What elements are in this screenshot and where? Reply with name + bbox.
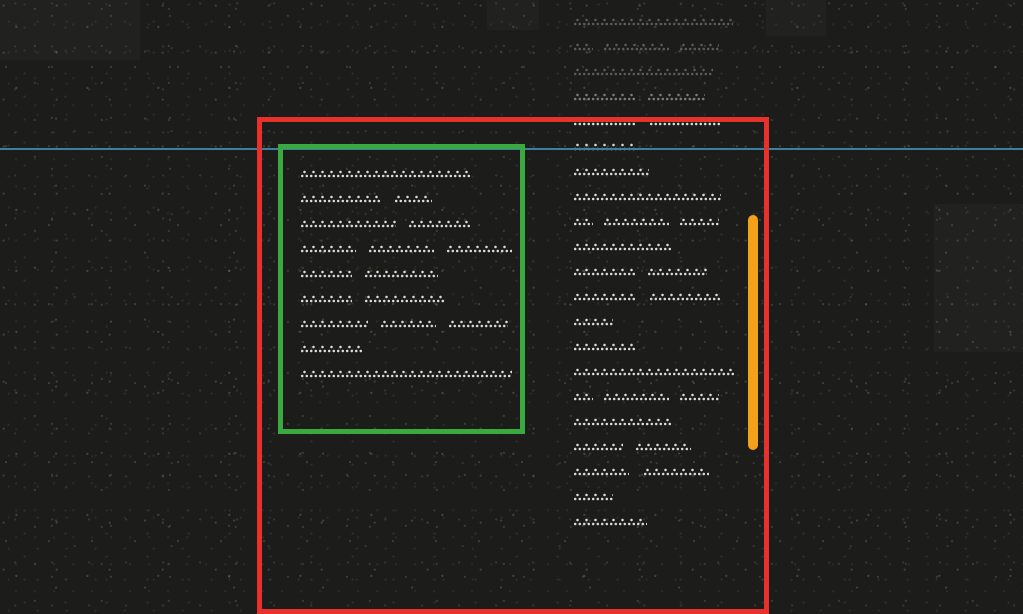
redacted-word [647,91,705,102]
text-gap [368,320,380,331]
redacted-word [448,318,508,329]
redacted-word [368,243,434,254]
text-gap [434,245,446,256]
redacted-text-line [300,318,512,329]
redacted-word [300,268,352,279]
redacted-text-left [300,168,512,393]
redacted-word [364,293,444,304]
redacted-word [573,16,733,27]
text-gap [436,320,448,331]
redacted-text-line [300,293,512,304]
redacted-word [300,318,368,329]
redacted-text-line [300,193,512,204]
redacted-word [300,168,472,179]
redacted-word [300,193,380,204]
redacted-text-line [573,41,735,52]
redacted-word [573,41,593,52]
text-gap [396,220,408,231]
redacted-word [300,218,396,229]
redacted-text-line [300,268,512,279]
redacted-word [603,41,669,52]
text-gap [593,43,603,54]
bg-panel-right [934,204,1023,352]
text-gap [352,270,364,281]
redacted-text-line [573,16,735,27]
text-gap [635,93,647,104]
scrollbar-thumb[interactable] [748,215,758,450]
redacted-text-line [300,368,512,379]
redacted-text-line [300,243,512,254]
text-gap [356,245,368,256]
redacted-word [573,66,713,77]
redacted-word [300,343,362,354]
redacted-text-line [300,343,512,354]
redacted-text-line [300,168,512,179]
redacted-word [300,293,352,304]
redacted-word [573,91,635,102]
redacted-text-line [300,218,512,229]
redacted-text-line [573,91,735,102]
redacted-word [300,368,512,379]
text-gap [380,195,394,206]
redacted-word [679,41,719,52]
redacted-word [446,243,512,254]
redacted-word [380,318,436,329]
redacted-word [300,243,356,254]
redacted-word [394,193,432,204]
bg-panel-top-left [0,0,140,60]
redacted-word [364,268,438,279]
text-gap [352,295,364,306]
redacted-word [408,218,470,229]
redacted-text-line [573,66,735,77]
text-gap [669,43,679,54]
bg-panel-top-right [766,0,826,36]
bg-panel-top-mid [487,0,539,30]
